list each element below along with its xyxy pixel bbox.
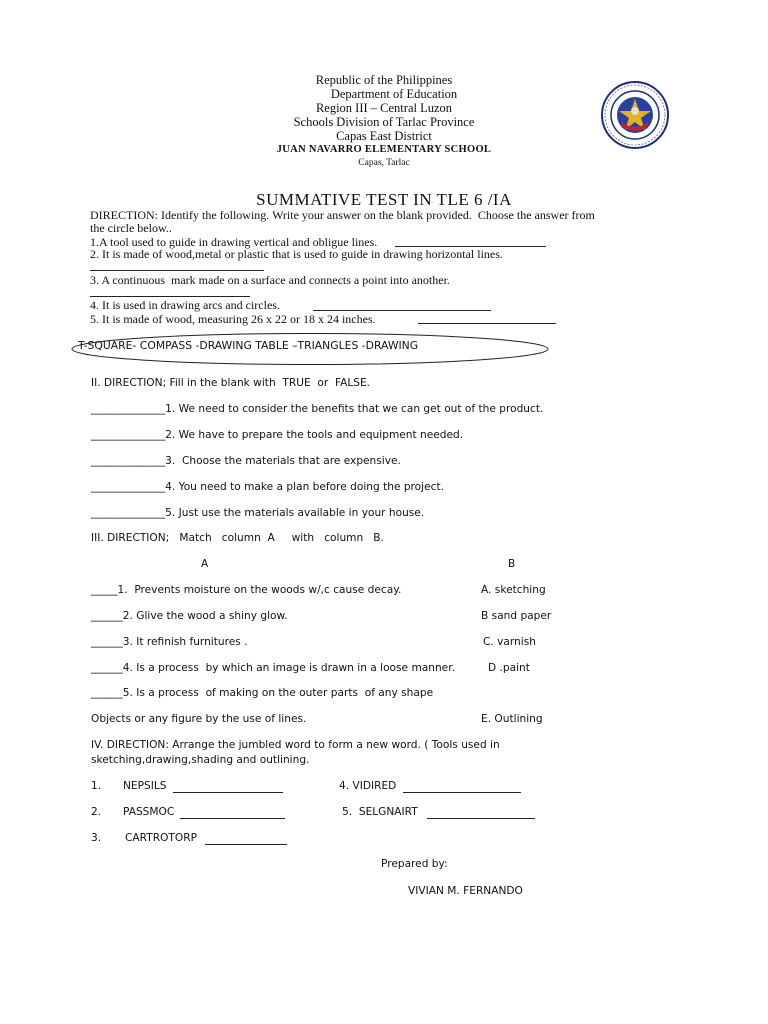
part3-direction: III. DIRECTION; Match column A with column B. bbox=[91, 532, 384, 544]
answer-blank-3[interactable] bbox=[90, 296, 250, 297]
deped-seal-icon bbox=[600, 80, 670, 150]
match-item-a-1: _____1. Prevents moisture on the woods w/,c cause decay. bbox=[91, 584, 402, 596]
match-item-b-a: A. sketching bbox=[481, 584, 546, 596]
jumble-num-1: 1. bbox=[91, 780, 102, 792]
match-item-a-4: ______4. Is a process by which an image is drawn in a loose manner. bbox=[91, 662, 455, 674]
header-division: Schools Division of Tarlac Province bbox=[293, 115, 475, 129]
jumble-num-3: 3. bbox=[91, 832, 102, 844]
header-department: Department of Education bbox=[330, 87, 458, 101]
header-district: Capas East District bbox=[336, 129, 432, 143]
part2-item-5: ______________5. Just use the materials available in your house. bbox=[91, 507, 425, 519]
part1-direction-cont: the circle below.. bbox=[90, 221, 172, 235]
part1-direction: DIRECTION: Identify the following. Write your answer on the blank provided. Choose the answer from bbox=[90, 208, 595, 222]
match-item-b-d: D .paint bbox=[488, 662, 530, 674]
part2-item-1: ______________1. We need to consider the benefits that we can get out of the product. bbox=[91, 403, 544, 415]
prepared-by-label: Prepared by: bbox=[381, 858, 448, 870]
part2-item-2: ______________2. We have to prepare the tools and equipment needed. bbox=[91, 429, 464, 441]
part1-question-2: 2. It is made of wood,metal or plastic that is used to guide in drawing horizontal lines. bbox=[90, 247, 503, 261]
match-item-a-2: ______2. Glive the wood a shiny glow. bbox=[91, 610, 288, 622]
jumble-word-1: NEPSILS bbox=[123, 780, 167, 792]
match-item-a-5-cont: Objects or any figure by the use of lines. bbox=[91, 713, 307, 725]
jumble-blank-5[interactable] bbox=[427, 818, 535, 819]
jumble-word-4: 4. VIDIRED bbox=[339, 780, 397, 792]
answer-blank-5[interactable] bbox=[418, 323, 556, 324]
jumble-blank-3[interactable] bbox=[205, 844, 287, 845]
part4-direction-cont: sketching,drawing,shading and outlining. bbox=[91, 754, 310, 766]
preparer-name: VIVIAN M. FERNANDO bbox=[408, 885, 523, 897]
part1-question-4: 4. It is used in drawing arcs and circles. bbox=[90, 298, 280, 312]
part1-question-5: 5. It is made of wood, measuring 26 x 22 or 18 x 24 inches. bbox=[90, 312, 376, 326]
jumble-blank-4[interactable] bbox=[403, 792, 521, 793]
part1-question-1: 1.A tool used to guide in drawing vertical and obligue lines. bbox=[90, 235, 378, 249]
part2-item-4: ______________4. You need to make a plan before doing the project. bbox=[91, 481, 444, 493]
match-item-a-5: ______5. Is a process of making on the outer parts of any shape bbox=[91, 687, 434, 699]
choices-text: T-SQUARE- COMPASS -DRAWING TABLE –TRIANGLES -DRAWING bbox=[78, 339, 419, 352]
part1-question-3: 3. A continuous mark made on a surface and connects a point into another. bbox=[90, 273, 450, 287]
jumble-num-2: 2. bbox=[91, 806, 102, 818]
part2-direction: II. DIRECTION; Fill in the blank with TRUE or FALSE. bbox=[91, 377, 371, 389]
jumble-word-5: 5. SELGNAIRT bbox=[342, 806, 418, 818]
header-region: Region III – Central Luzon bbox=[315, 101, 453, 115]
match-item-b-c: C. varnish bbox=[483, 636, 536, 648]
match-item-b-b: B sand paper bbox=[481, 610, 552, 622]
part2-item-3: ______________3. Choose the materials that are expensive. bbox=[91, 455, 401, 467]
test-title: SUMMATIVE TEST IN TLE 6 /IA bbox=[256, 190, 512, 209]
column-b-header: B bbox=[508, 558, 516, 570]
jumble-blank-2[interactable] bbox=[180, 818, 285, 819]
match-item-b-e: E. Outlining bbox=[481, 713, 543, 725]
answer-blank-2[interactable] bbox=[90, 270, 264, 271]
column-a-header: A bbox=[201, 558, 209, 570]
part4-direction: IV. DIRECTION: Arrange the jumbled word to form a new word. ( Tools used in bbox=[91, 739, 500, 751]
jumble-word-3: CARTROTORP bbox=[125, 832, 197, 844]
school-name: JUAN NAVARRO ELEMENTARY SCHOOL bbox=[276, 144, 492, 155]
answer-blank-4[interactable] bbox=[313, 310, 491, 311]
jumble-word-2: PASSMOC bbox=[123, 806, 175, 818]
match-item-a-3: ______3. It refinish furnitures . bbox=[91, 636, 248, 648]
header-republic: Republic of the Philippines bbox=[315, 73, 453, 87]
jumble-blank-1[interactable] bbox=[173, 792, 283, 793]
school-town: Capas, Tarlac bbox=[358, 158, 410, 168]
